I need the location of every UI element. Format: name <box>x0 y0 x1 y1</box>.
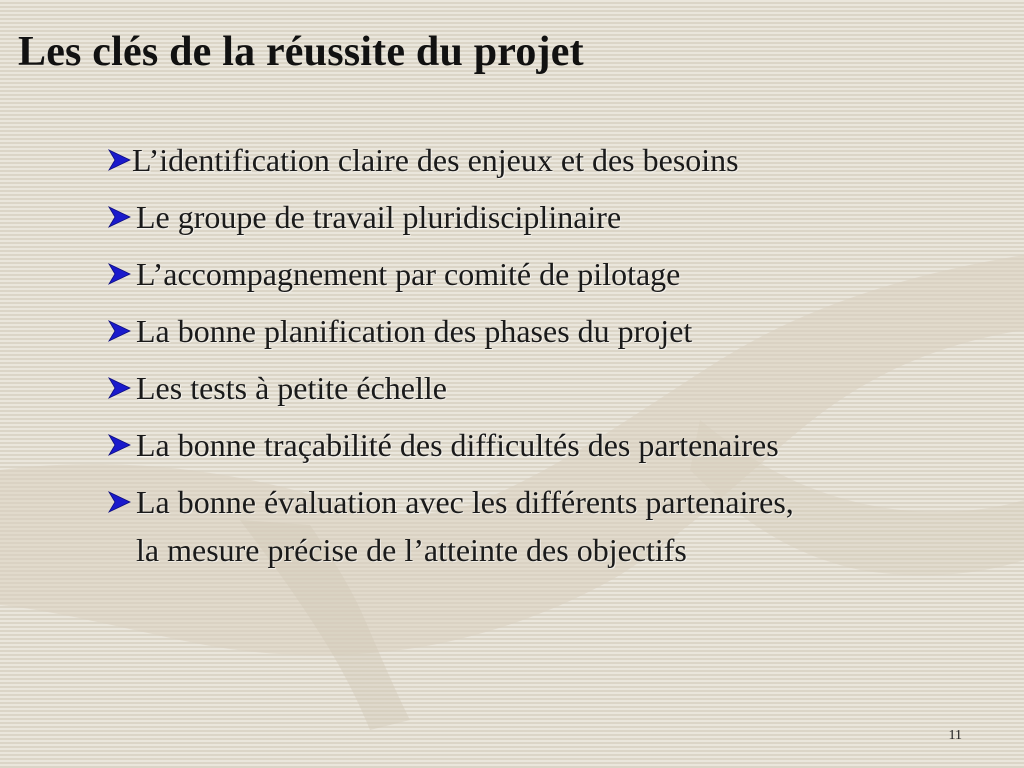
bullet-text-continuation: la mesure précise de l’atteinte des objectifs <box>136 532 687 568</box>
bullet-text: La bonne planification des phases du projet <box>136 313 693 349</box>
arrow-bullet-icon <box>106 421 134 469</box>
slide-title: Les clés de la réussite du projet <box>18 29 584 75</box>
bullet-item <box>106 250 986 298</box>
arrow-bullet-icon <box>106 478 134 526</box>
bullet-item <box>106 307 986 355</box>
bullet-text: Le groupe de travail pluridisciplinaire <box>136 199 622 235</box>
arrow-bullet-icon <box>106 193 134 241</box>
bullet-text: La bonne traçabilité des difficultés des partenaires <box>136 427 779 463</box>
bullet-item <box>106 478 986 574</box>
bullet-text-line: La bonne évaluation avec les différents partenaires, <box>136 484 794 520</box>
arrow-bullet-icon <box>106 136 134 184</box>
arrow-bullet-icon <box>106 250 134 298</box>
bullet-item <box>106 193 986 241</box>
arrow-bullet-icon <box>106 364 134 412</box>
page-number: 11 <box>948 728 962 743</box>
bullet-item <box>106 421 986 469</box>
bullet-text: L’accompagnement par comité de pilotage <box>136 256 681 292</box>
bullet-item <box>106 364 986 412</box>
arrow-bullet-icon <box>106 307 134 355</box>
bullet-text <box>136 484 986 574</box>
bullet-text: Les tests à petite échelle <box>136 370 447 406</box>
bullet-text: L’identification claire des enjeux et des besoins <box>132 142 739 178</box>
bullet-list <box>106 136 986 583</box>
bullet-item <box>106 136 986 184</box>
